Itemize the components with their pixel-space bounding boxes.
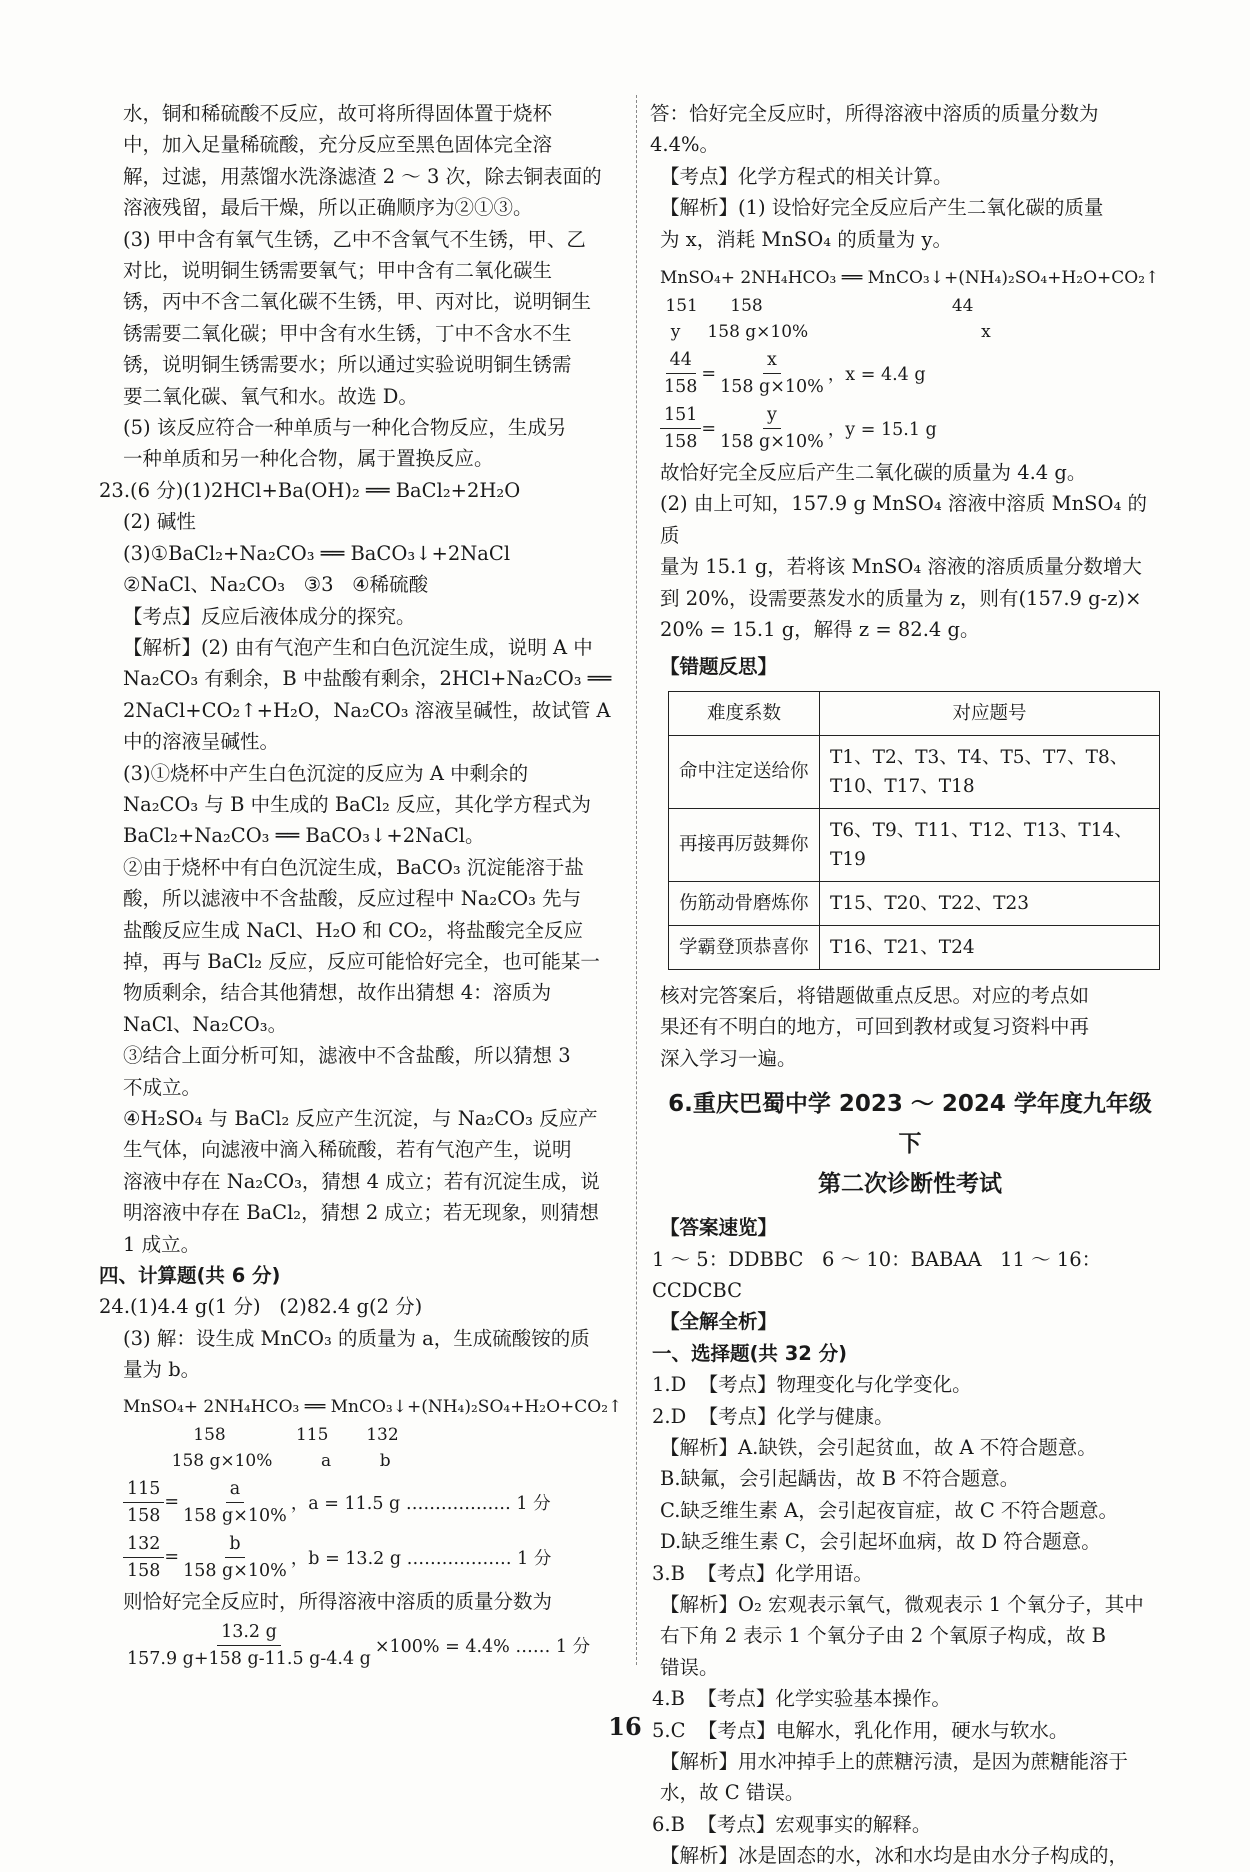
answer-3: 3.B 【考点】化学用语。 [652,1561,873,1585]
text-line: 锈，说明铜生锈需要水；所以通过实验说明铜生锈需 [123,353,572,377]
proportion-b: $\frac{132}{158}$ = $\frac{b}{158 g\times 10\%}$ ，b = 13.2 g ……………… 1 分 [123,1531,620,1584]
table-row [669,808,1160,881]
table-header: 对应题号 [820,691,1160,735]
numerator: 44 [666,347,696,374]
answer-1: 1.D 【考点】物理变化与化学变化。 [652,1373,972,1397]
text-line: 【解析】冰是固态的水，冰和水均是由水分子构成的， [660,1844,1129,1868]
proportion-y: $\frac{151}{158}$ = $\frac{y}{158 g\times 10\%}$ ，y = 15.1 g [660,402,1160,455]
numerator: 132 [123,1531,164,1558]
result-text: ，a = 11.5 g ……………… 1 分 [290,1493,551,1514]
equation-row: 158 115 132 [123,1424,399,1445]
table-cell: 再接再厉鼓舞你 [669,808,820,881]
left-column [99,98,623,1674]
denominator: 158 g×10% [183,1560,287,1581]
denominator: 158 [664,432,698,453]
answer-overview-heading: 【答案速览】 [660,1216,778,1240]
text-line: Na₂CO₃ 有剩余，B 中盐酸有剩余，2HCl+Na₂CO₃ ══ [123,667,612,691]
proportion-a: $\frac{115}{158}$ = $\frac{a}{158 g\times 10\%}$ ，a = 11.5 g ……………… 1 分 [123,1476,620,1529]
numerator: y [763,402,781,429]
text-line: Na₂CO₃ 与 B 中生成的 BaCl₂ 反应，其化学方程式为 [123,792,591,816]
text-line: 答：恰好完全反应时，所得溶液中溶质的质量分数为 4.4%。 [650,102,1105,157]
kaodian-label: 【考点】化学方程式的相关计算。 [660,164,953,188]
answer-5: 5.C 【考点】电解水，乳化作用，硬水与软水。 [652,1718,1069,1742]
reflection-heading: 【错题反思】 [660,655,778,679]
text-line: (5) 该反应符合一种单质与一种化合物反应，生成另 [123,416,567,440]
numerator: 115 [123,1476,164,1503]
text-line: ③结合上面分析可知，滤液中不含盐酸，所以猜想 3 [123,1044,571,1068]
result-text: ×100% = 4.4% …… 1 分 [374,1637,591,1658]
answer-6: 6.B 【考点】宏观事实的解释。 [652,1812,932,1836]
text-line: 酸，所以滤液中不含盐酸，反应过程中 Na₂CO₃ 先与 [123,887,582,911]
text-line: 一种单质和另一种化合物，属于置换反应。 [123,447,494,471]
exam-title: 6.重庆巴蜀中学 2023 ～ 2024 学年度九年级下 [668,1091,1152,1158]
text-line: 水，铜和稀硫酸不反应，故可将所得固体置于烧杯 [123,102,553,125]
text-line: 物质剩余，结合其他猜想，故作出猜想 4：溶质为 [123,981,552,1005]
text-line: (2) 碱性 [123,510,196,534]
page-number: 16 [608,1712,642,1741]
answer-2: 2.D 【考点】化学与健康。 [652,1404,894,1428]
text-line: 则恰好完全反应时，所得溶液中溶质的质量分数为 [123,1589,553,1613]
text-line: 到 20%，设需要蒸发水的质量为 z，则有(157.9 g-z)× [660,586,1142,610]
text-line: ④H₂SO₄ 与 BaCl₂ 反应产生沉淀，与 Na₂CO₃ 反应产 [123,1107,598,1130]
text-line: 量为 b。 [123,1358,201,1382]
table-cell: T6、T9、T11、T12、T13、T14、T19 [820,808,1160,881]
full-analysis-heading: 【全解全析】 [660,1310,778,1334]
section-heading: 四、计算题(共 6 分) [99,1264,281,1288]
denominator: 158 g×10% [720,432,824,453]
text-line: 锈需要二氧化碳；甲中含有水生锈，丁中不含水不生 [123,321,572,345]
text-line: 1 成立。 [123,1232,201,1256]
column-divider [636,95,637,1665]
mass-fraction [123,1619,620,1672]
denominator: 157.9 g+158 g-11.5 g-4.4 g [127,1649,371,1670]
text-line: 不成立。 [123,1075,202,1099]
table-row [669,735,1160,808]
numerator: b [225,1531,244,1558]
text-line: 生气体，向滤液中滴入稀硫酸，若有气泡产生，说明 [123,1138,572,1162]
table-cell: 伤筋动骨磨炼你 [669,881,820,925]
text-line: (3)①BaCl₂+Na₂CO₃ ══ BaCO₃↓+2NaCl [123,541,511,565]
chemical-equation: MnSO₄+ 2NH₄HCO₃ ══ MnCO₃↓+(NH₄)₂SO₄+H₂O+CO₂↑ [123,1396,623,1417]
text-line: 水，故 C 错误。 [660,1781,805,1805]
result-text: ，x = 4.4 g [827,365,926,386]
text-line: 错误。 [660,1655,719,1679]
text-line: 掉，再与 BaCl₂ 反应，反应可能恰好完全，也可能某一 [123,949,600,973]
denominator: 158 g×10% [183,1505,287,1526]
result-text: ，b = 13.2 g ……………… 1 分 [290,1548,552,1569]
text-line: 故恰好完全反应后产生二氧化碳的质量为 4.4 g。 [660,461,1087,485]
text-line: 【解析】(1) 设恰好完全反应后产生二氧化碳的质量 [660,196,1104,220]
text-line: 【解析】O₂ 宏观表示氧气，微观表示 1 个氧分子，其中 [660,1592,1144,1616]
kaodian-label: 【考点】反应后液体成分的探究。 [123,604,416,628]
table-cell: 学霸登顶恭喜你 [669,925,820,969]
denominator: 158 [127,1505,161,1526]
text-line: 对比，说明铜生锈需要氧气；甲中含有二氧化碳生 [123,259,553,283]
numerator: 13.2 g [217,1619,281,1646]
result-text: ，y = 15.1 g [827,420,937,441]
equation-row: 151 158 44 [660,296,974,317]
text-line: C.缺乏维生素 A，会引起夜盲症，故 C 不符合题意。 [660,1498,1119,1522]
text-line: 为 x，消耗 MnSO₄ 的质量为 y。 [660,227,952,251]
text-line: 明溶液中存在 BaCl₂，猜想 2 成立；若无现象，则猜想 [123,1201,599,1225]
right-column [650,98,1160,1872]
text-line: 解，过滤，用蒸馏水洗涤滤渣 2 ～ 3 次，除去铜表面的 [123,164,602,188]
table-cell: T1、T2、T3、T4、T5、T7、T8、T10、T17、T18 [820,735,1160,808]
table-row [669,881,1160,925]
answer-overview: 1 ～ 5：DDBBC 6 ～ 10：BABAA 11 ～ 16：CCDCBC [652,1247,1102,1302]
text-line: 溶液残留，最后干燥，所以正确顺序为②①③。 [123,196,533,220]
text-line: 要二氧化碳、氧气和水。故选 D。 [123,384,418,408]
text-line: (3)①烧杯中产生白色沉淀的反应为 A 中剩余的 [123,761,529,785]
text-line: 中，加入足量稀硫酸，充分反应至黑色固体完全溶 [123,133,553,157]
text-line: 盐酸反应生成 NaCl、H₂O 和 CO₂，将盐酸完全反应 [123,918,583,942]
error-reflection-table [668,691,1160,970]
text-line: 锈，丙中不含二氧化碳不生锈，甲、丙对比，说明铜生 [123,290,592,314]
exam-subtitle: 第二次诊断性考试 [818,1171,1002,1198]
text-line: 【解析】(2) 由有气泡产生和白色沉淀生成，说明 A 中 [123,635,593,659]
section-heading: 一、选择题(共 32 分) [652,1341,848,1365]
text-line: (2) 由上可知，157.9 g MnSO₄ 溶液中溶质 MnSO₄ 的质 [660,492,1147,547]
text-line: NaCl、Na₂CO₃。 [123,1012,288,1036]
table-cell: T16、T21、T24 [820,925,1160,969]
text-line: B.缺氟，会引起龋齿，故 B 不符合题意。 [660,1467,1020,1491]
text-line: 【解析】用水冲掉手上的蔗糖污渍，是因为蔗糖能溶于 [660,1750,1129,1773]
table-cell: T15、T20、T22、T23 [820,881,1160,925]
table-row [669,925,1160,969]
text-line: (3) 解：设生成 MnCO₃ 的质量为 a，生成硫酸铵的质 [123,1326,590,1350]
numerator: x [763,347,781,374]
text-line: (3) 甲中含有氧气生锈，乙中不含氧气不生锈，甲、乙 [123,227,586,251]
text-line: ②NaCl、Na₂CO₃ ③3 ④稀硫酸 [123,573,429,597]
equation-row: 158 g×10% a b [123,1450,391,1471]
text-line: 量为 15.1 g，若将该 MnSO₄ 溶液的溶质质量分数增大 [660,555,1142,579]
table-header-row [669,691,1160,735]
denominator: 158 [664,377,698,398]
numerator: a [226,1476,244,1503]
chemical-equation: MnSO₄+ 2NH₄HCO₃ ══ MnCO₃↓+(NH₄)₂SO₄+H₂O+CO₂↑ [660,268,1160,289]
text-line: 核对完答案后，将错题做重点反思。对应的考点如 [660,983,1090,1007]
text-line: 深入学习一遍。 [660,1046,797,1070]
text-line: 中的溶液呈碱性。 [123,730,280,754]
question-24: 24.(1)4.4 g(1 分) (2)82.4 g(2 分) [99,1295,423,1319]
text-line: 【解析】A.缺铁，会引起贫血，故 A 不符合题意。 [660,1435,1097,1459]
proportion-x: $\frac{44}{158}$ = $\frac{x}{158 g\times 10\%}$ ，x = 4.4 g [660,347,1160,400]
text-line: 20% = 15.1 g，解得 z = 82.4 g。 [660,618,980,642]
text-line: 果还有不明白的地方，可回到教材或复习资料中再 [660,1015,1090,1039]
answer-4: 4.B 【考点】化学实验基本操作。 [652,1687,951,1711]
text-line: 2NaCl+CO₂↑+H₂O，Na₂CO₃ 溶液呈碱性，故试管 A [123,698,611,722]
equation-row: y 158 g×10% x [660,322,991,343]
denominator: 158 [127,1560,161,1581]
text-line: D.缺乏维生素 C，会引起坏血病，故 D 符合题意。 [660,1530,1101,1554]
text-line: 右下角 2 表示 1 个氧分子由 2 个氧原子构成，故 B [660,1624,1106,1648]
text-line: BaCl₂+Na₂CO₃ ══ BaCO₃↓+2NaCl。 [123,824,485,848]
text-line: 溶液中存在 Na₂CO₃，猜想 4 成立；若有沉淀生成，说 [123,1169,600,1193]
text-line: ②由于烧杯中有白色沉淀生成，BaCO₃ 沉淀能溶于盐 [123,855,584,879]
question-23: 23.(6 分)(1)2HCl+Ba(OH)₂ ══ BaCl₂+2H₂O [99,478,521,502]
numerator: 151 [660,402,701,429]
denominator: 158 g×10% [720,377,824,398]
table-header: 难度系数 [669,691,820,735]
table-cell: 命中注定送给你 [669,735,820,808]
